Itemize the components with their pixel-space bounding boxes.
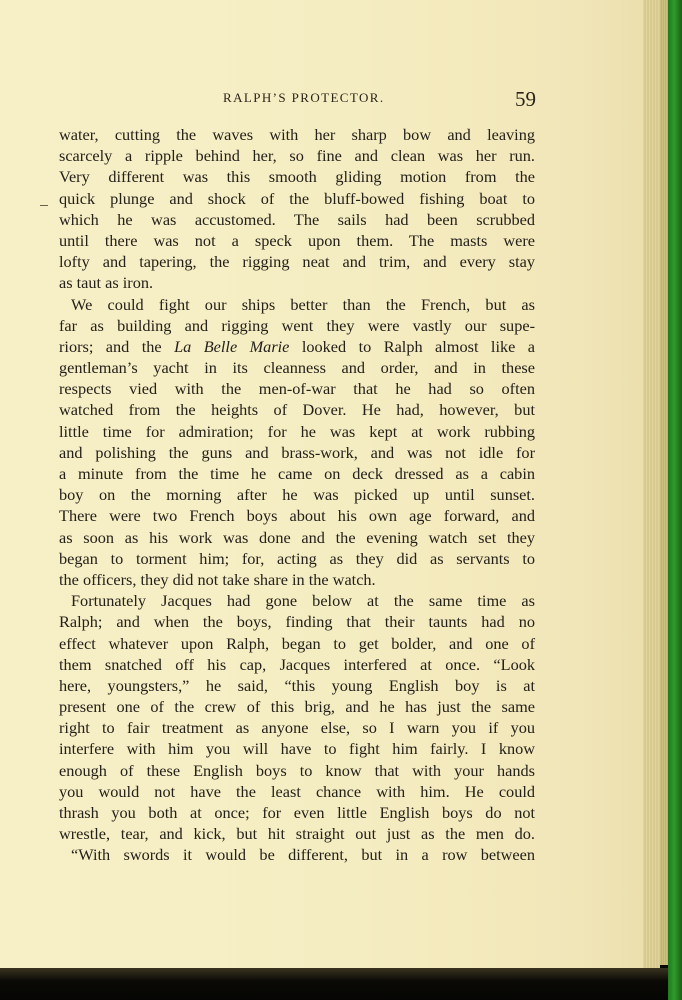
- text-line: lofty and tapering, the rigging neat and trim, and every stay: [59, 252, 535, 272]
- margin-mark: [40, 205, 48, 206]
- text-line: We could fight our ships better than the French, but as: [71, 294, 535, 314]
- text-line: watched from the heights of Dover. He had, however, but: [59, 400, 535, 420]
- text-line: scarcely a ripple behind her, so fine and clean was her run.: [59, 146, 535, 166]
- text-line: far as building and rigging went they were vastly our supe-: [59, 315, 535, 335]
- text-line: until there was not a speck upon them. The masts were: [59, 230, 535, 250]
- text-line: There were two French boys about his own age forward, and: [59, 506, 535, 526]
- text-line: as taut as iron.: [59, 273, 154, 293]
- text-line: effect whatever upon Ralph, began to get bolder, and one of: [59, 633, 535, 653]
- text-line: the officers, they did not take share in the watch.: [59, 569, 376, 589]
- text-line: boy on the morning after he was picked up until sunset.: [59, 485, 535, 505]
- text-line: Very different was this smooth gliding motion from the: [59, 167, 535, 187]
- page-fore-edge-inner: [660, 0, 668, 965]
- text-line: water, cutting the waves with her sharp bow and leaving: [59, 125, 535, 144]
- book-cover-edge: [668, 0, 682, 1000]
- text-line: little time for admiration; for he was kept at work rubbing: [59, 421, 535, 441]
- text-line: interfere with him you will have to fight him fairly. I know: [59, 739, 535, 759]
- text-line: quick plunge and shock of the bluff-bowed fishing boat to: [59, 188, 535, 208]
- text-line: Ralph; and when the boys, finding that their taunts had no: [59, 612, 535, 632]
- text-line: them snatched off his cap, Jacques interfered at once. “Look: [59, 654, 535, 674]
- page-number: 59: [515, 87, 536, 111]
- text-line: you would not have the least chance with him. He could: [59, 781, 535, 801]
- text-line: which he was accustomed. The sails had been scrubbed: [59, 209, 535, 229]
- text-line: riors; and the La Belle Marie looked to Ralph almost like a: [59, 336, 535, 356]
- scan-bottom-shadow: [0, 968, 668, 1000]
- text-line: began to torment him; for, acting as they did as servants to: [59, 548, 535, 568]
- italic-ship-name: La Belle Marie: [174, 336, 290, 356]
- page-fore-edge: [643, 0, 660, 968]
- text-line: as soon as his work was done and the evening watch set they: [59, 527, 535, 547]
- text-line: respects vied with the men-of-war that he had so often: [59, 379, 535, 399]
- text-line: Fortunately Jacques had gone below at the same time as: [71, 591, 535, 611]
- text-line: enough of these English boys to know that with your hands: [59, 760, 535, 780]
- text-line: wrestle, tear, and kick, but hit straight out just as the men do.: [59, 824, 535, 844]
- running-head: [0, 87, 643, 111]
- text-line: present one of the crew of this brig, and he has just the same: [59, 697, 535, 717]
- body-text: [59, 124, 535, 866]
- text-line: here, youngsters,” he said, “this young English boy is at: [59, 675, 535, 695]
- text-line: “With swords it would be different, but in a row between: [71, 845, 535, 865]
- running-head-title: RALPH’S PROTECTOR.: [223, 90, 385, 105]
- text-line: thrash you both at once; for even little English boys do not: [59, 803, 535, 822]
- text-line: a minute from the time he came on deck dressed as a cabin: [59, 464, 535, 483]
- text-line: right to fair treatment as anyone else, so I warn you if you: [59, 718, 535, 738]
- text-line: and polishing the guns and brass-work, and was not idle for: [59, 442, 535, 462]
- text-line: gentleman’s yacht in its cleanness and order, and in these: [59, 358, 535, 378]
